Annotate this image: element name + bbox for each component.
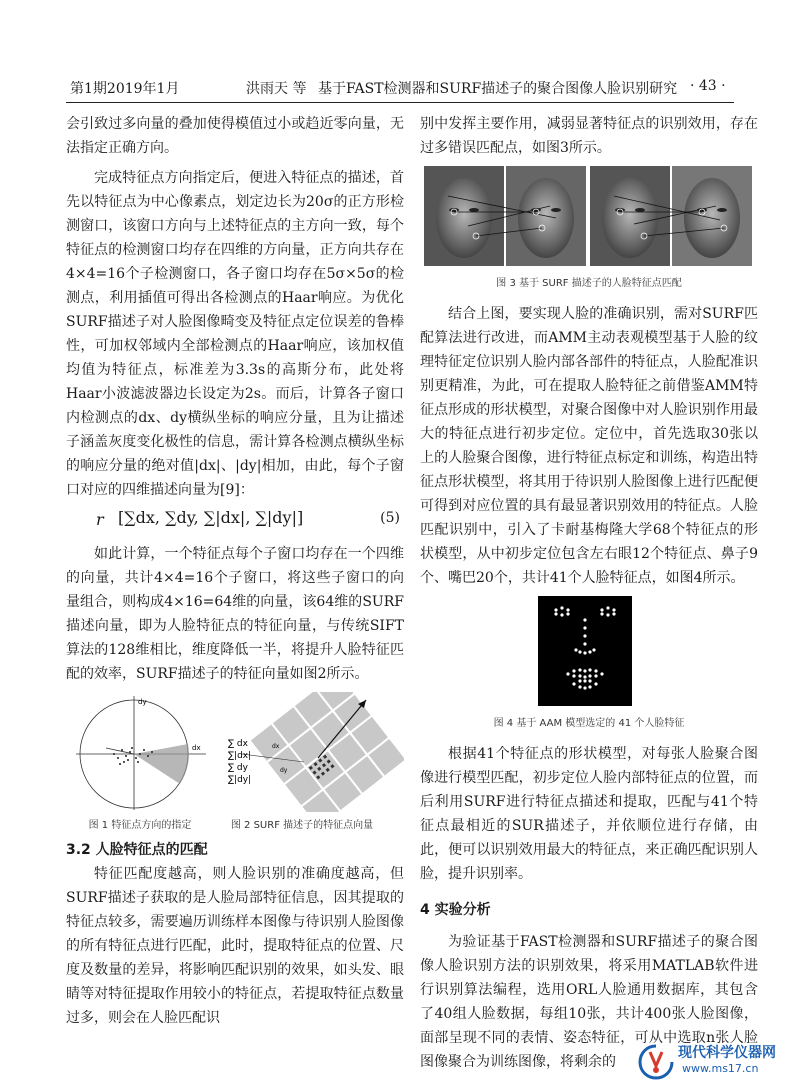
paragraph: 别中发挥主要作用，减弱显著特征点的识别效用，存在过多错误匹配点，如图3所示。: [420, 116, 758, 156]
watermark-text: 现代科学仪器网: [678, 1045, 776, 1061]
left-column: [66, 112, 404, 1030]
header-title: 基于FAST检测器和SURF描述子的聚合图像人脸识别研究: [318, 81, 678, 97]
figure-4-caption: 图 4 基于 AAM 模型选定的 41 个人脸特征: [493, 718, 685, 729]
page-number: · 43 ·: [690, 78, 726, 94]
figure-1-caption: 图 1 特征点方向的指定: [88, 820, 192, 831]
fig2-sum-abs-dx: ∑|dx|: [228, 751, 252, 761]
figure-4-landmarks: [538, 596, 632, 706]
fig1-dy-label: dy: [138, 698, 147, 706]
paragraph: 如此计算，一个特征点每个子窗口均存在一个四维的向量，共计4×4=16个子窗口，将这些子窗口的向量组合，则构成4×16=64维的向量，该64维的SURF描述向量，即为人脸特征点的特征向量，与传统SIFT算法的128维相比，维度降低一半，将提升人脸特征匹配的效率，SURF描述子的特征向量如图2所示。: [66, 546, 404, 682]
section-heading-4: 4 实验分析: [420, 902, 491, 918]
figure-3-face-pairs: [424, 166, 752, 266]
header-rule: [66, 102, 734, 103]
fig2-sum-abs-dy: ∑|dy|: [228, 775, 252, 785]
equation-5: [66, 502, 404, 542]
watermark-url: www.ms17.cn: [682, 1062, 759, 1075]
fig2-dy-label: dy: [280, 767, 288, 774]
fig2-descriptor-grid: [249, 692, 404, 812]
paragraph: 根据41个特征点的形状模型，对每张人脸聚合图像进行模型匹配，初步定位人脸内部特征点的位置，而后利用SURF进行特征点描述和提取，匹配与41个特征点最相近的SUR描述子，并依顺位进行存储，由此，便可以识别效用最大的特征点，来正确匹配识别人脸，提升识别率。: [420, 746, 758, 882]
figure-2-caption: 图 2 SURF 描述子的特征点向量: [230, 820, 374, 831]
paragraph: 完成特征点方向指定后，便进入特征点的描述，首先以特征点为中心像素点，划定边长为20σ的正方形检测窗口，该窗口方向与上述特征点的主方向一致，每个特征点的检测窗口均存在四维的方向量，正方向共存在4×4=16个子检测窗口，各子窗口均存在5σ×5σ的检测点，利用插值可得出各检测点的Haar响应。为优化SURF描述子对人脸图像畸变及特征点定位误差的鲁棒性，可加权邻域内全部检测点的Haar响应，该加权值均值为特征点，标准差为3.3s的高斯分布，此处将Haar小波滤波器边长设定为2s。而后，计算各子窗口内检测点的dx、dy横纵坐标的响应分量，且为让描述子涵盖灰度变化极性的信息，需计算各检测点横纵坐标的响应分量的绝对值|dx|、|dy|相加，由此，每个子窗口对应的四维描述向量为[9]：: [66, 170, 404, 498]
section-heading-3-2: 3.2 人脸特征点的匹配: [66, 842, 208, 858]
fig1-dx-label: dx: [192, 744, 201, 752]
paragraph: 结合上图，要实现人脸的准确识别，需对SURF匹配算法进行改进，而AMM主动表观模型基于人脸的纹理特征定位识别人脸内部各部件的特征点，人脸配准识别更精准，为此，可在提取人脸特征之前借鉴AMM特征点形成的形状模型，对聚合图像中对人脸识别作用最大的特征点进行初步定位。定位中，首先选取30张以上的人脸聚合图像，进行特征点标定和训练，构造出特征点形状模型，将其用于待识别人脸图像上进行匹配便可得到对应位置的具有最显著识别效用的特征点。人脸匹配识别中，引入了卡耐基梅隆大学68个特征点的形状模型，从中初步定位包含左右眼12个特征点、鼻子9个、嘴巴20个，共计41个人脸特征点，如图4所示。: [420, 306, 758, 586]
equation-rhs: [∑dx, ∑dy, ∑|dx|, ∑|dy|]: [118, 508, 304, 527]
figure-4: [420, 596, 758, 712]
site-watermark: [636, 1040, 800, 1085]
paragraph: 会引致过多向量的叠加使得模值过小或趋近零向量，无法指定正确方向。: [66, 116, 404, 156]
running-header: [0, 0, 800, 100]
figure-3: [420, 166, 758, 270]
fig2-sum-dx: ∑ dx: [228, 739, 248, 749]
header-authors: 洪雨天 等: [246, 81, 307, 97]
paragraph: 特征匹配度越高，则人脸识别的准确度越高，但SURF描述子获取的是人脸局部特征信息，因其提取的特征点较多，需要遍历训练样本图像与待识别人脸图像的所有特征点进行匹配，此时，提取特征点的位置、尺度及数量的差异，将影响匹配识别的效果，如头发、眼睛等对特征提取作用较小的特征点，若提取特征点数量过多，则会在人脸匹配识: [66, 866, 404, 1026]
issue-date: 第1期2019年1月: [70, 81, 180, 97]
fig1-orientation-plot: [76, 696, 206, 810]
equation-lhs: r: [96, 510, 104, 529]
fig2-dx-label: dx: [272, 743, 280, 750]
fig2-sum-dy: ∑ dy: [228, 763, 248, 773]
figure-1-2: [66, 692, 404, 832]
figure-1-2-drawing: [66, 692, 404, 812]
figure-3-caption: 图 3 基于 SURF 描述子的人脸特征点匹配: [496, 278, 682, 289]
equation-number: (5): [380, 510, 400, 526]
paragraph: 为验证基于FAST检测器和SURF描述子的聚合图像人脸识别方法的识别效果，将采用MATLAB软件进行识别算法编程，选用ORL人脸通用数据库，其包含了40组人脸数据，每组10张，共计400张人脸图像，面部呈现不同的表情、姿态特征，可从中选取n张人脸图像聚合为训练图像，将剩余的: [420, 934, 758, 1070]
watermark-logo-icon: [636, 1042, 676, 1082]
right-column: [420, 112, 758, 1074]
